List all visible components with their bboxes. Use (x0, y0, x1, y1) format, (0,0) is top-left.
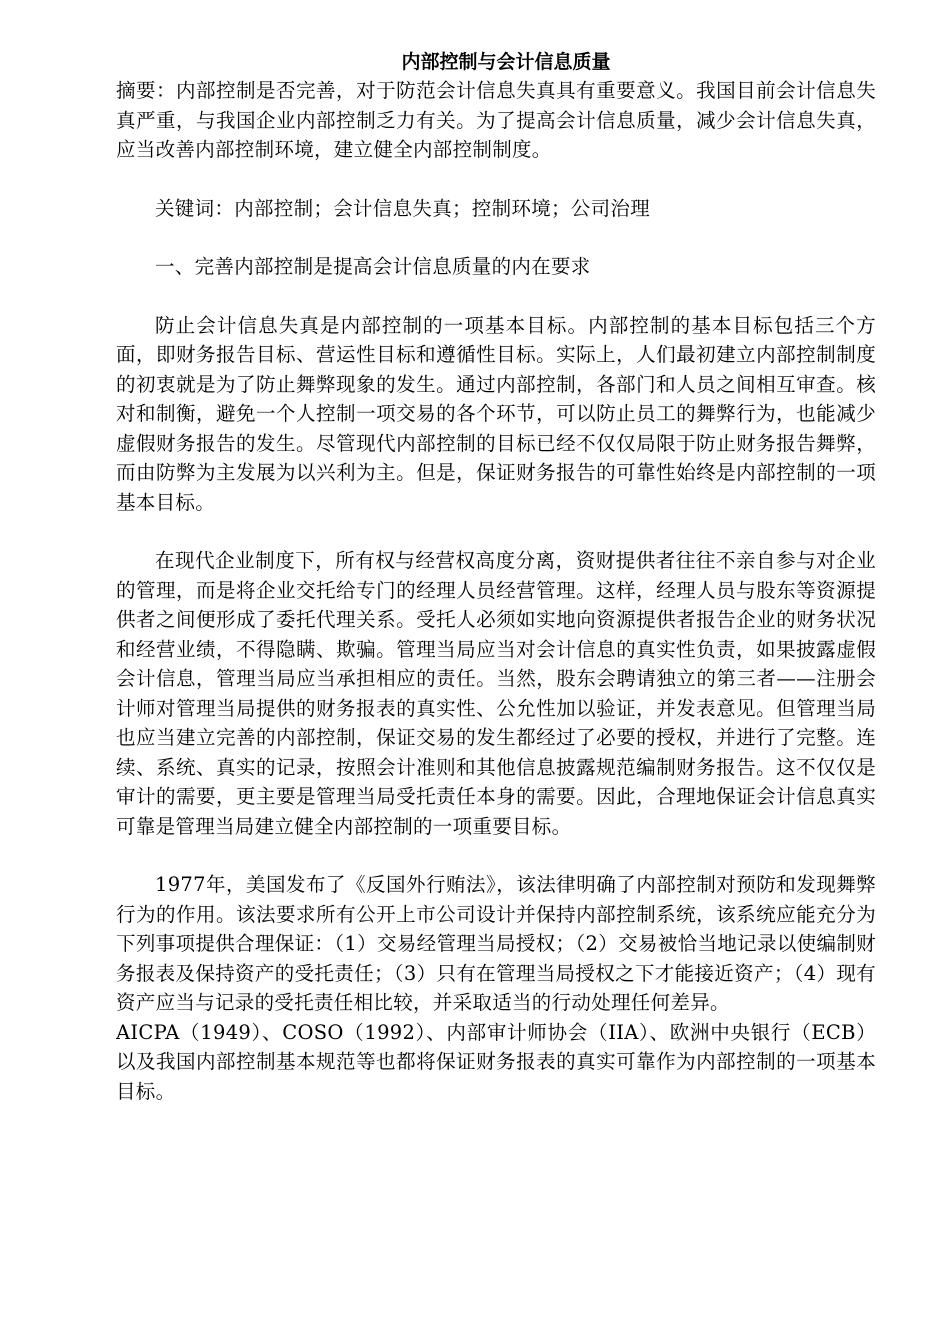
body-paragraph-4: AICPA（1949）、COSO（1992）、内部审计师协会（IIA）、欧洲中央银行（ECB）以及我国内部控制基本规范等也都将保证财务报表的真实可靠作为内部控制的一项基本目标。 (116, 1020, 876, 1103)
body-paragraph-3: 1977年，美国发布了《反国外行贿法》，该法律明确了内部控制对预防和发现舞弊行为的作用。该法要求所有公开上市公司设计并保持内部控制系统，该系统应能充分为下列事项提供合理保证：（1）交易经管理当局授权；（2）交易被恰当地记录以使编制财务报表及保持资产的受托责任；（3）只有在管理当局授权之下才能接近资产；（4）现有资产应当与记录的受托责任相比较，并采取适当的行动处理任何差异。 (116, 873, 876, 1014)
section-heading: 一、完善内部控制是提高会计信息质量的内在要求 (155, 255, 591, 278)
abstract-paragraph: 摘要：内部控制是否完善，对于防范会计信息失真具有重要意义。我国目前会计信息失真严重，与我国企业内部控制乏力有关。为了提高会计信息质量，减少会计信息失真，应当改善内部控制环境，建立健全内部控制制度。 (116, 79, 876, 161)
body-paragraph-1: 防止会计信息失真是内部控制的一项基本目标。内部控制的基本目标包括三个方面，即财务报告目标、营运性目标和遵循性目标。实际上，人们最初建立内部控制制度的初衷就是为了防止舞弊现象的发生。通过内部控制，各部门和人员之间相互审查。核对和制衡，避免一个人控制一项交易的各个环节，可以防止员工的舞弊行为，也能减少虚假财务报告的发生。尽管现代内部控制的目标已经不仅仅局限于防止财务报告舞弊，而由防弊为主发展为以兴利为主。但是，保证财务报告的可靠性始终是内部控制的一项基本目标。 (116, 313, 876, 514)
document-page (116, 48, 876, 1106)
keywords-line: 关键词：内部控制；会计信息失真；控制环境；公司治理 (155, 196, 651, 220)
spacer (116, 841, 876, 870)
spacer (116, 517, 876, 546)
document-title: 内部控制与会计信息质量 (401, 51, 611, 73)
spacer (116, 282, 876, 311)
spacer (116, 165, 876, 194)
body-paragraph-2: 在现代企业制度下，所有权与经营权高度分离，资财提供者往往不亲自参与对企业的管理，而是将企业交托给专门的经理人员经营管理。这样，经理人员与股东等资源提供者之间便形成了委托代理关系。受托人必须如实地向资源提供者报告企业的财务状况和经营业绩，不得隐瞒、欺骗。管理当局应当对会计信息的真实性负责，如果披露虚假会计信息，管理当局应当承担相应的责任。当然，股东会聘请独立的第三者——注册会计师对管理当局提供的财务报表的真实性、公允性加以验证，并发表意见。但管理当局也应当建立完善的内部控制，保证交易的发生都经过了必要的授权，并进行了完整。连续、系统、真实的记录，按照会计准则和其他信息披露规范编制财务报告。这不仅仅是审计的需要，更主要是管理当局受托责任本身的需要。因此，合理地保证会计信息真实可靠是管理当局建立健全内部控制的一项重要目标。 (116, 549, 876, 838)
spacer (116, 223, 876, 252)
